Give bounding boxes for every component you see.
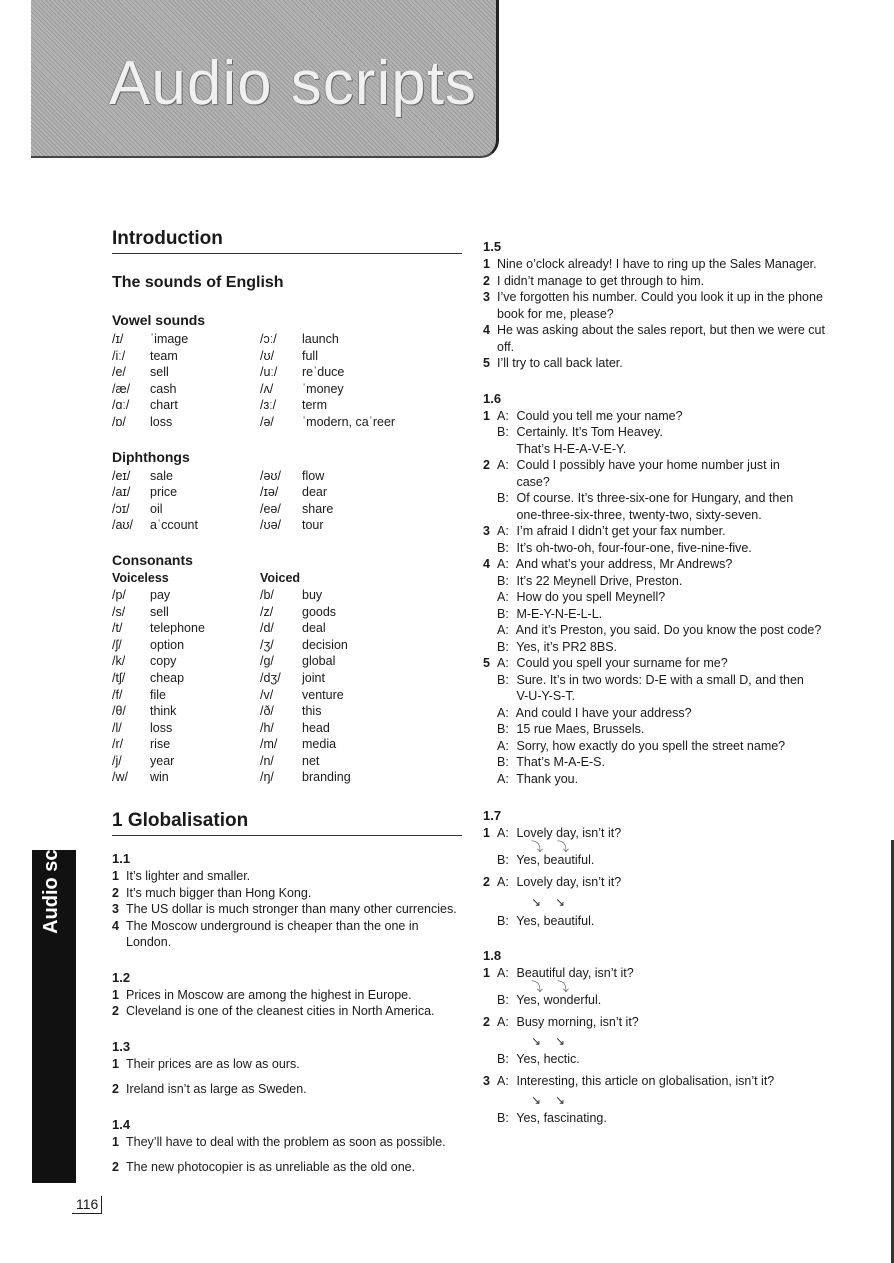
symbol: /ə/ [260,414,274,429]
symbol: /ʒ/ [260,637,274,652]
intonation-arrows: ↘↘ [531,1092,580,1107]
dialogue-line [483,573,843,590]
word: full [302,348,318,363]
symbol: /eɪ/ [112,468,131,483]
symbol: /aʊ/ [112,518,134,533]
line-text: I’m afraid I didn’t get your fax number. [516,524,726,538]
introduction-heading: Introduction [112,228,462,254]
symbol: /ɑː/ [112,398,130,413]
intonation-arrows: ⤵⤵ [531,839,584,854]
item-text: Prices in Moscow are among the highest in Europe. [126,987,412,1002]
line-text: Yes, wonderful. [516,992,602,1007]
list-item [483,289,843,306]
symbol: /dʒ/ [260,670,281,685]
symbol: /s/ [112,604,126,619]
item-text: The US dollar is much stronger than many other currencies. [126,902,457,917]
dialogue-line [483,852,843,869]
list-item [112,885,462,902]
word: decision [302,637,348,652]
line-text: Could I possibly have your home number just in [516,458,780,472]
item-text: Cleveland is one of the cleanest cities in North America. [126,1004,435,1019]
speaker: B: [497,1051,509,1066]
dialogue-line [483,874,843,891]
speaker: B: [497,425,509,439]
line-text: And could I have your address? [515,705,692,720]
speaker: B: [497,491,509,505]
word: global [302,654,336,669]
line-text: Of course. It’s three-six-one for Hungary, and then [516,491,794,505]
symbol: /ʊ/ [260,348,275,363]
table-row [112,687,462,704]
symbol: /ʊə/ [260,518,282,533]
line-text: That’s M-A-E-S. [516,755,605,769]
item-number: 3 [483,524,490,538]
word: file [150,687,166,702]
line-text: Thank you. [516,771,579,786]
word: win [150,770,169,785]
line-text: That’s H-E-A-V-E-Y. [516,441,627,456]
item-number: 2 [483,458,490,472]
speaker: B: [497,540,509,555]
symbol: /θ/ [112,704,126,719]
page-number-rule [72,1213,102,1214]
item-number: 1 [483,966,490,980]
line-text: Yes, fascinating. [516,1110,607,1125]
line-text: Lovely day, isn’t it? [516,875,622,889]
symbol: /ɜː/ [260,398,277,413]
word: sell [150,365,169,380]
word: this [302,704,322,719]
line-text: Yes, beautiful. [516,913,595,928]
list-item [483,306,843,323]
speaker: A: [497,771,509,786]
line-text: Busy morning, isn’t it? [516,1015,639,1029]
line-text: Sorry, how exactly do you spell the street name? [516,738,786,753]
list-item [112,918,462,935]
intonation-arrows: ⤵⤵ [531,979,584,994]
table-row [112,703,462,720]
speaker: A: [497,557,509,571]
item-number: 2 [112,1082,119,1097]
table-row [112,736,462,753]
dialogue-line [483,441,843,458]
line-text: Lovely day, isn’t it? [516,826,622,840]
line-text: Yes, hectic. [516,1051,580,1066]
item-number: 3 [483,290,490,304]
table-row [112,670,462,687]
symbol: /m/ [260,737,278,752]
symbol: /ɪ/ [112,332,124,346]
vowel-heading: Vowel sounds [112,312,206,328]
word: net [302,753,320,768]
diphthong-heading: Diphthongs [112,448,190,465]
line-text: And what’s your address, Mr Andrews? [515,557,733,571]
word: launch [302,332,339,346]
dialogue-line [483,705,843,722]
symbol: /k/ [112,654,126,669]
speaker: A: [497,826,509,840]
symbol: /ŋ/ [260,770,274,785]
speaker: A: [497,738,509,753]
item-number: 2 [483,273,490,288]
symbol: /ɔɪ/ [112,501,130,516]
list-item [112,1134,462,1151]
word: venture [302,687,344,702]
word: sell [150,604,169,619]
globalisation-heading: 1 Globalisation [112,810,462,836]
dialogue-line [483,754,843,771]
table-row [112,364,462,381]
intonation-arrows: ↘↘ [531,1033,580,1048]
line-text: It’s oh-two-oh, four-four-one, five-nine-five. [516,540,752,555]
item-text: Ireland isn’t as large as Sweden. [126,1082,307,1097]
section-1-6-id: 1.6 [483,390,502,406]
dialogue-line [483,523,843,540]
list-item [112,901,462,918]
speaker: B: [497,852,509,867]
dialogue-line [483,490,843,507]
page-number-tick [101,1196,102,1214]
line-text: case? [516,474,550,489]
speaker: B: [497,755,509,769]
table-row [112,769,462,786]
item-number: 2 [483,875,490,889]
speaker: B: [497,672,509,687]
intonation-arrows: ↘↘ [531,894,580,909]
table-row [112,397,462,414]
symbol: /p/ [112,587,126,602]
symbol: /w/ [112,770,128,785]
list-item [112,1159,462,1176]
word: sale [150,468,173,483]
section-1-7-id: 1.7 [483,808,502,823]
item-text: Nine o’clock already! I have to ring up the Sales Manager. [497,257,817,271]
symbol: /æ/ [112,381,131,396]
dialogue-line [483,540,843,557]
list-item [483,273,843,290]
section-1-8-id: 1.8 [483,948,502,963]
symbol: /ɒ/ [112,414,126,429]
item-number: 2 [112,1004,119,1019]
symbol: /iː/ [112,348,126,363]
line-text: one-three-six-three, twenty-two, sixty-seven. [516,507,762,522]
item-text: It’s much bigger than Hong Kong. [126,885,312,900]
item-text: The new photocopier is as unreliable as the old one. [126,1160,416,1175]
dialogue-line [483,606,843,623]
symbol: /t/ [112,621,123,636]
word: buy [302,587,323,602]
symbol: /eə/ [260,501,281,516]
speaker: B: [497,639,509,654]
sounds-heading: The sounds of English [112,274,284,291]
list-item [112,987,462,1004]
list-item [112,1003,462,1020]
symbol: /f/ [112,687,123,702]
dialogue-line [483,556,843,573]
word: goods [302,604,337,619]
word: joint [302,670,325,685]
list-item [112,1081,462,1098]
word: loss [150,720,173,735]
symbol: /ʌ/ [260,381,274,396]
word: team [150,348,178,363]
item-number: 1 [112,987,119,1002]
line-text: V-U-Y-S-T. [516,689,576,703]
header-banner [31,0,499,158]
diphthong-table [112,468,462,534]
item-text: It’s lighter and smaller. [126,869,251,884]
left-column [112,228,462,1176]
speaker: B: [497,606,509,621]
item-number: 3 [112,902,119,917]
section-1-1-id: 1.1 [112,851,131,867]
symbol: /e/ [112,365,126,380]
list-item [483,322,843,339]
dialogue-line [483,672,843,689]
item-number: 2 [483,1015,490,1029]
word: chart [150,398,178,413]
dialogue-line [483,622,843,639]
dialogue-line [483,1073,843,1090]
item-text: He was asking about the sales report, but then we were cut [497,323,825,337]
voiceless-label: Voiceless [112,570,169,585]
word: option [150,637,185,652]
item-text: They’ll have to deal with the problem as soon as possible. [126,1134,446,1149]
dialogue-line [483,688,843,705]
line-text: Could you tell me your name? [516,408,683,423]
line-text: Sure. It’s in two words: D-E with a small D, and then [516,672,804,687]
table-row [112,517,462,534]
symbol: /g/ [260,654,274,669]
word: share [302,501,334,516]
symbol: /b/ [260,587,274,602]
speaker: A: [497,458,509,472]
item-number: 5 [483,356,490,370]
item-number: 1 [483,826,490,840]
word: ˈmodern, caˈreer [302,414,396,429]
table-row [112,720,462,737]
word: dear [302,485,328,500]
voiced-label: Voiced [260,570,301,585]
list-item [112,934,462,951]
table-row [112,637,462,654]
consonant-table [112,587,462,786]
item-number: 1 [483,408,490,423]
page-number: 116 [76,1196,99,1212]
speaker: B: [497,573,509,588]
dialogue-line [483,1014,843,1031]
banner-title: Audio scripts [109,49,477,118]
line-text: It’s 22 Meynell Drive, Preston. [516,573,683,588]
side-tab-label: Audio scripts [40,806,62,934]
word: year [150,753,175,768]
word: rise [150,737,171,752]
dialogue-line [483,771,843,788]
word: reˈduce [302,365,345,380]
word: price [150,485,178,500]
table-row [112,348,462,365]
symbol: /v/ [260,687,274,702]
dialogue-line [483,1051,843,1068]
speaker: A: [497,623,509,637]
table-row [112,414,462,431]
word: flow [302,468,325,483]
line-text: Yes, beautiful. [516,852,595,867]
item-text: I didn’t manage to get through to him. [497,273,705,288]
symbol: /əʊ/ [260,468,282,483]
line-text: Could you spell your surname for me? [516,656,728,670]
table-row [112,587,462,604]
symbol: /ʃ/ [112,637,122,652]
list-item [483,339,843,356]
dialogue-line [483,992,843,1009]
line-text: Interesting, this article on globalisation, isn’t it? [516,1074,775,1088]
word: cheap [150,670,185,685]
section-1-3-id: 1.3 [112,1038,131,1054]
symbol: /d/ [260,621,274,636]
dialogue-line [483,474,843,491]
item-text: I’ve forgotten his number. Could you look it up in the phone [497,290,823,304]
item-number: 5 [483,656,490,670]
speaker: A: [497,656,509,670]
symbol: /j/ [112,753,122,768]
right-column [483,238,843,1126]
dialogue-line [483,507,843,524]
line-text: Yes, it’s PR2 8BS. [516,639,618,654]
symbol: /l/ [112,720,122,735]
item-number: 4 [483,557,490,571]
speaker: A: [497,408,509,423]
line-text: And it’s Preston, you said. Do you know the post code? [515,623,822,637]
item-text: I’ll try to call back later. [497,356,623,370]
table-row [112,620,462,637]
speaker: A: [497,966,509,980]
line-text: Certainly. It’s Tom Heavey. [516,425,663,439]
word: branding [302,770,351,785]
line-text: M-E-Y-N-E-L-L. [516,606,603,621]
item-number: 2 [112,885,119,900]
dialogue-line [483,424,843,441]
dialogue-line [483,655,843,672]
word: oil [150,501,163,516]
section-1-5-id: 1.5 [483,239,502,254]
speaker: B: [497,1110,509,1125]
speaker: A: [497,524,509,538]
table-row [112,501,462,518]
item-number: 1 [483,257,490,271]
table-row [112,753,462,770]
table-row [112,604,462,621]
item-number: 1 [112,1134,119,1149]
dialogue-line [483,721,843,738]
symbol: /ɔː/ [260,332,277,346]
consonant-heading: Consonants [112,551,193,568]
item-text: London. [126,935,172,950]
item-number: 3 [483,1074,490,1088]
word: media [302,737,337,752]
symbol: /ð/ [260,704,274,719]
dialogue-line [483,913,843,930]
section-1-2-id: 1.2 [112,969,131,985]
table-row [112,331,462,348]
list-item [112,868,462,885]
item-number: 4 [112,918,119,933]
word: ˈmoney [302,381,344,396]
list-item [112,1056,462,1073]
speaker: B: [497,722,509,736]
speaker: A: [497,705,509,720]
item-text: Their prices are as low as ours. [126,1056,300,1071]
speaker: A: [497,590,509,604]
word: cash [150,381,177,396]
consonant-subheads [112,571,462,587]
table-row [112,653,462,670]
item-text: The Moscow underground is cheaper than the one in [126,918,419,933]
word: aˈccount [150,518,198,533]
dialogue-line [483,738,843,755]
list-item [483,355,843,372]
speaker: A: [497,1015,509,1029]
table-row [112,381,462,398]
item-number: 1 [112,869,119,884]
dialogue-line [483,457,843,474]
symbol: /aɪ/ [112,485,131,500]
word: deal [302,621,326,636]
symbol: /tʃ/ [112,670,126,685]
dialogue-line [483,639,843,656]
word: pay [150,587,171,602]
symbol: /n/ [260,753,274,768]
symbol: /uː/ [260,365,278,380]
item-number: 1 [112,1056,119,1071]
list-item [483,256,843,273]
symbol: /z/ [260,604,274,619]
word: copy [150,654,177,669]
word: tour [302,518,324,533]
symbol: /ɪə/ [260,485,279,500]
vowel-table [112,331,462,431]
table-row [112,484,462,501]
word: telephone [150,621,205,636]
word: term [302,398,327,413]
speaker: B: [497,992,509,1007]
table-row [112,468,462,485]
speaker: B: [497,913,509,928]
section-1-4-id: 1.4 [112,1116,131,1132]
item-text: book for me, please? [497,306,614,321]
line-text: Beautiful day, isn’t it? [516,966,634,980]
word: loss [150,414,173,429]
dialogue-line [483,1110,843,1127]
item-number: 4 [483,323,490,337]
speaker: A: [497,1074,509,1088]
speaker: A: [497,875,509,889]
word: think [150,704,177,719]
symbol: /h/ [260,720,274,735]
item-number: 2 [112,1160,119,1175]
item-text: off. [497,339,515,354]
dialogue-line [483,408,843,425]
line-text: 15 rue Maes, Brussels. [516,722,645,736]
line-text: How do you spell Meynell? [516,590,666,604]
symbol: /r/ [112,737,124,752]
word: ˈimage [150,332,189,346]
dialogue-line [483,589,843,606]
word: head [302,720,330,735]
